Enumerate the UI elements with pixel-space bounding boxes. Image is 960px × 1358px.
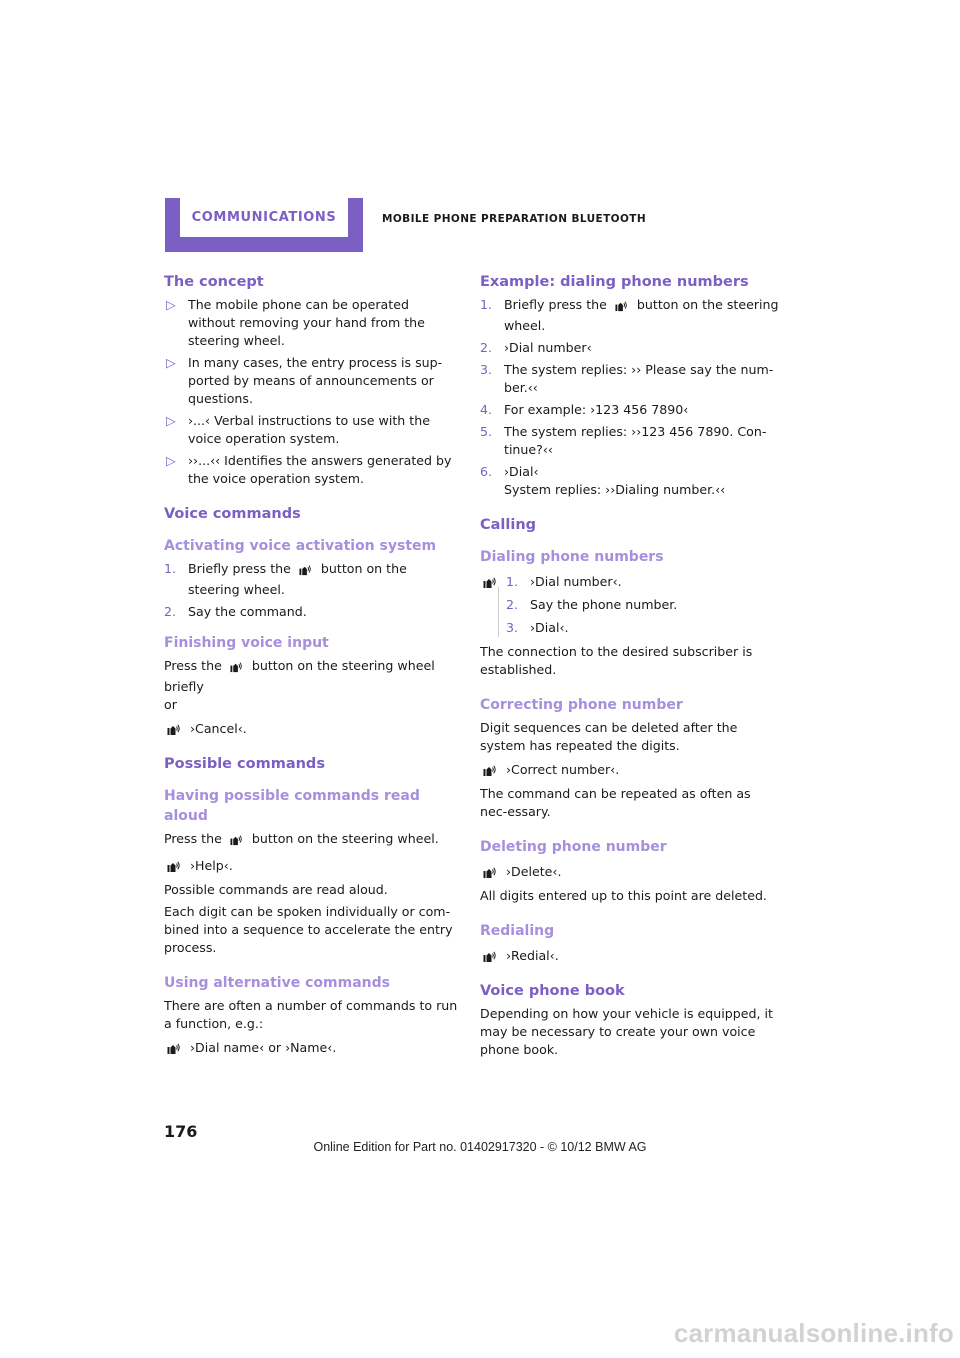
correcting-heading: Correcting phone number bbox=[480, 697, 683, 713]
voice-command-icon bbox=[167, 859, 181, 873]
activating-heading: Activating voice activation system bbox=[164, 538, 437, 554]
bullet-arrow-icon: ▷ bbox=[166, 355, 176, 370]
bullet-arrow-icon: ▷ bbox=[166, 297, 176, 312]
watermark-logo: carmanualsonline.info bbox=[673, 1318, 954, 1348]
voice-command: ›Delete‹. bbox=[480, 863, 780, 881]
finishing-heading: Finishing voice input bbox=[164, 635, 329, 651]
redialing-heading: Redialing bbox=[480, 923, 555, 939]
voice-command: ›Dial name‹ or ›Name‹. bbox=[164, 1039, 460, 1057]
page-number: 176 bbox=[164, 1122, 198, 1141]
list-item: 1. Briefly press the button on the steering wheel. bbox=[480, 297, 779, 333]
list-item: 4. For example: ›123 456 7890‹ bbox=[480, 402, 689, 417]
paragraph: Each digit can be spoken individually or com-bined into a sequence to accelerate the entry process. bbox=[164, 904, 453, 955]
voice-command: ›Help‹. bbox=[164, 857, 460, 875]
calling-heading: Calling bbox=[480, 517, 537, 533]
dialing-heading: Dialing phone numbers bbox=[480, 549, 664, 565]
paragraph: Depending on how your vehicle is equipped, it may be necessary to create your own voice phone book. bbox=[480, 1006, 773, 1057]
concept-heading: The concept bbox=[164, 274, 264, 290]
voice-command: ›Redial‹. bbox=[480, 947, 780, 965]
possible-commands-heading: Possible commands bbox=[164, 756, 325, 772]
paragraph: The command can be repeated as often as nec-essary. bbox=[480, 786, 751, 819]
voice-command-icon bbox=[611, 299, 633, 317]
list-item: 3. The system replies: ›› Please say the num-ber.‹‹ bbox=[480, 362, 774, 395]
example-heading: Example: dialing phone numbers bbox=[480, 274, 749, 290]
deleting-heading: Deleting phone number bbox=[480, 839, 667, 855]
readaloud-text: Press the button on the steering wheel. bbox=[164, 830, 460, 851]
voice-command: ›Correct number‹. bbox=[480, 761, 780, 779]
alternative-commands-heading: Using alternative commands bbox=[164, 975, 390, 991]
dialing-steps bbox=[480, 573, 780, 637]
list-item: 6. ›Dial‹ System replies: ››Dialing number.‹‹ bbox=[480, 464, 726, 497]
voice-command-icon bbox=[167, 1041, 181, 1055]
list-item: 3. ›Dial‹. bbox=[506, 620, 569, 635]
voice-command-icon bbox=[167, 722, 181, 736]
voice-command: ›Cancel‹. bbox=[164, 720, 460, 738]
divider bbox=[498, 587, 499, 637]
voice-command-icon bbox=[483, 865, 497, 879]
voice-command-icon bbox=[226, 833, 248, 851]
voice-command-icon bbox=[483, 575, 497, 589]
voice-command-icon bbox=[483, 763, 497, 777]
list-item: ▷ In many cases, the entry process is sup-ported by means of announcements or questions. bbox=[166, 355, 443, 406]
paragraph: Digit sequences can be deleted after the system has repeated the digits. bbox=[480, 720, 738, 753]
paragraph: There are often a number of commands to run a function, e.g.: bbox=[164, 998, 458, 1031]
subsection-title: MOBILE PHONE PREPARATION BLUETOOTH bbox=[382, 213, 647, 225]
list-item: 2. ›Dial number‹ bbox=[480, 340, 592, 355]
bullet-arrow-icon: ▷ bbox=[166, 413, 176, 428]
right-column bbox=[480, 272, 780, 1059]
list-item: 2. Say the phone number. bbox=[506, 597, 678, 612]
paragraph: Possible commands are read aloud. bbox=[164, 882, 388, 897]
voice-commands-heading: Voice commands bbox=[164, 506, 301, 522]
voice-command-icon bbox=[295, 563, 317, 581]
list-item: ▷ ›...‹ Verbal instructions to use with the voice operation system. bbox=[166, 413, 430, 446]
paragraph: The connection to the desired subscriber is established. bbox=[480, 644, 753, 677]
list-item: 5. The system replies: ››123 456 7890. Con-tinue?‹‹ bbox=[480, 424, 767, 457]
section-title: COMMUNICATIONS bbox=[180, 198, 348, 237]
paragraph: All digits entered up to this point are deleted. bbox=[480, 888, 767, 903]
voice-command-icon bbox=[483, 949, 497, 963]
list-item: 2. Say the command. bbox=[164, 604, 307, 619]
left-column bbox=[164, 272, 460, 1057]
footer-edition: Online Edition for Part no. 01402917320 - © 10/12 BMW AG bbox=[313, 1140, 647, 1154]
list-item: 1. Briefly press the button on the steering wheel. bbox=[164, 561, 407, 597]
list-item: ▷ ››...‹‹ Identifies the answers generated by the voice operation system. bbox=[166, 453, 452, 486]
voice-command-icon bbox=[226, 660, 248, 678]
finishing-text: Press the button on the steering wheel briefly or bbox=[164, 658, 435, 712]
list-item: 1. ›Dial number‹. bbox=[506, 574, 622, 589]
list-item: ▷ The mobile phone can be operated without removing your hand from the steering wheel. bbox=[166, 297, 425, 348]
voice-phonebook-heading: Voice phone book bbox=[480, 983, 625, 999]
readaloud-heading: Having possible commands read aloud bbox=[164, 788, 420, 824]
bullet-arrow-icon: ▷ bbox=[166, 453, 176, 468]
